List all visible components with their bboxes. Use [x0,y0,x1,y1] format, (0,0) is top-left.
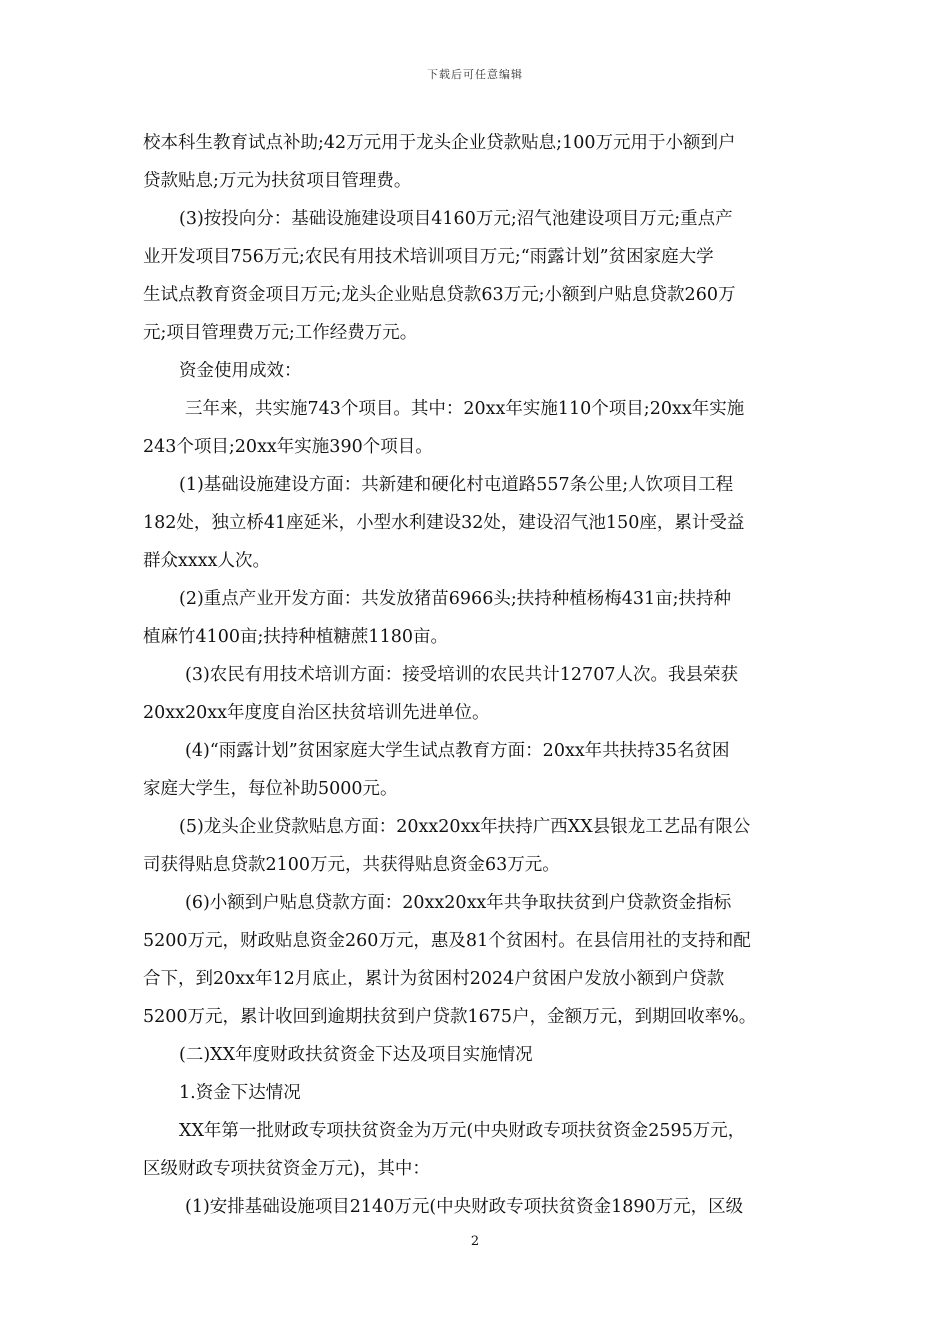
text-line: 家庭大学生，每位补助5000元。 [143,779,398,799]
text-line: 5200万元，财政贴息资金260万元，惠及81个贫困村。在县信用社的支持和配 [143,931,751,951]
paragraph [143,1112,808,1188]
page-header: 下载后可任意编辑 [427,68,523,81]
text-line: 20xx20xx年度度自治区扶贫培训先进单位。 [143,703,490,723]
paragraph [143,352,808,390]
paragraph [143,390,808,466]
text-line: (2)重点产业开发方面：共发放猪苗6966头;扶持种植杨梅431亩;扶持种 [179,589,732,609]
text-line: 三年来，共实施743个项目。其中：20xx年实施110个项目;20xx年实施 [185,399,745,419]
page-number: 2 [470,1234,480,1249]
text-line: 元;项目管理费万元;工作经费万元。 [143,323,418,343]
text-line: 校本科生教育试点补助;42万元用于龙头企业贷款贴息;100万元用于小额到户 [143,133,736,153]
paragraph [143,580,808,656]
text-line: 植麻竹4100亩;扶持种植糖蔗1180亩。 [143,627,448,647]
text-line: 资金使用成效： [179,361,302,381]
text-line: XX年第一批财政专项扶贫资金为万元(中央财政专项扶贫资金2595万元， [179,1121,746,1141]
text-line: (3)按投向分：基础设施建设项目4160万元;沼气池建设项目万元;重点产 [179,209,733,229]
paragraph [143,884,808,1036]
subsection-heading [143,1074,808,1112]
paragraph [143,732,808,808]
text-line: 243个项目;20xx年实施390个项目。 [143,437,433,457]
paragraph [143,200,808,352]
text-line: 182处，独立桥41座延米，小型水利建设32处，建设沼气池150座，累计受益 [143,513,745,533]
text-line: (6)小额到户贴息贷款方面：20xx20xx年共争取扶贫到户贷款资金指标 [185,893,732,913]
section-heading [143,1036,808,1074]
paragraph [143,808,808,884]
text-line: 区级财政专项扶贫资金万元)，其中： [143,1159,430,1179]
text-line: 生试点教育资金项目万元;龙头企业贴息贷款63万元;小额到户贴息贷款260万 [143,285,736,305]
text-line: 1.资金下达情况 [179,1083,301,1103]
paragraph [143,466,808,580]
text-line: 群众xxxx人次。 [143,551,270,571]
text-line: (1)基础设施建设方面：共新建和硬化村屯道路557条公里;人饮项目工程 [179,475,734,495]
text-line: (1)安排基础设施项目2140万元(中央财政专项扶贫资金1890万元，区级 [185,1197,744,1217]
text-line: (二)XX年度财政扶贫资金下达及项目实施情况 [179,1045,533,1065]
text-line: 业开发项目756万元;农民有用技术培训项目万元;“雨露计划”贫困家庭大学 [143,247,714,267]
document-body [143,124,808,1226]
text-line: (4)“雨露计划”贫困家庭大学生试点教育方面：20xx年共扶持35名贫困 [185,741,730,761]
paragraph [143,124,808,200]
paragraph [143,1188,808,1226]
text-line: 合下，到20xx年12月底止，累计为贫困村2024户贫困户发放小额到户贷款 [143,969,725,989]
text-line: (3)农民有用技术培训方面：接受培训的农民共计12707人次。我县荣获 [185,665,738,685]
text-line: (5)龙头企业贷款贴息方面：20xx20xx年扶持广西XX县银龙工艺品有限公 [179,817,751,837]
text-line: 5200万元，累计收回到逾期扶贫到户贷款1675户，金额万元，到期回收率%。 [143,1007,757,1027]
text-line: 司获得贴息贷款2100万元，共获得贴息资金63万元。 [143,855,560,875]
text-line: 贷款贴息;万元为扶贫项目管理费。 [143,171,412,191]
paragraph [143,656,808,732]
